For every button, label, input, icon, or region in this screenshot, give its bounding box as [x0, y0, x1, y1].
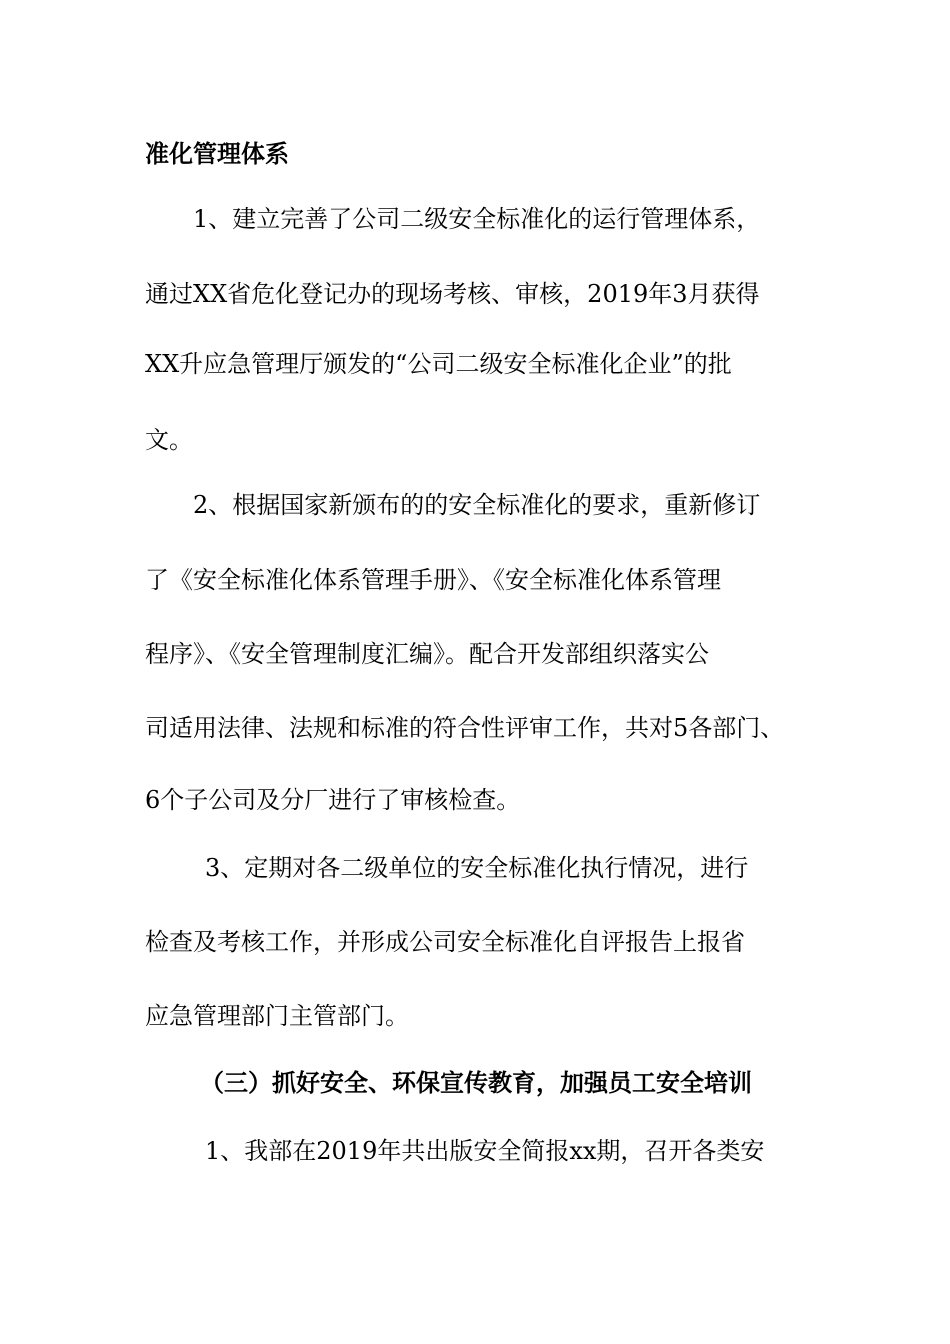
paragraph-line: 检查及考核工作，并形成公司安全标准化自评报告上报省: [145, 928, 745, 956]
paragraph-line: 通过XX省危化登记办的现场考核、审核，2019年3月获得: [145, 280, 760, 308]
paragraph-line: 应急管理部门主管部门。: [145, 1002, 409, 1030]
paragraph-line: 1、我部在2019年共出版安全简报xx期，召开各类安: [205, 1137, 765, 1165]
paragraph-line: 文。: [145, 426, 193, 454]
paragraph-line: 2、根据国家新颁布的的安全标准化的要求，重新修订: [193, 491, 761, 519]
paragraph-line: 了《安全标准化体系管理手册》、《安全标准化体系管理: [145, 566, 721, 594]
paragraph-line: 程序》、《安全管理制度汇编》。配合开发部组织落实公: [145, 640, 709, 668]
paragraph-line: 3、定期对各二级单位的安全标准化执行情况，进行: [205, 854, 749, 882]
paragraph-line: 司适用法律、法规和标准的符合性评审工作，共对5各部门、: [145, 714, 785, 742]
section-heading: （三）抓好安全、环保宣传教育，加强员工安全培训: [200, 1068, 752, 1097]
section-heading: 准化管理体系: [145, 139, 289, 168]
paragraph-line: 1、建立完善了公司二级安全标准化的运行管理体系，: [193, 205, 761, 233]
paragraph-line: XX升应急管理厅颁发的“公司二级安全标准化企业”的批: [145, 350, 732, 378]
paragraph-line: 6个子公司及分厂进行了审核检查。: [145, 786, 521, 814]
